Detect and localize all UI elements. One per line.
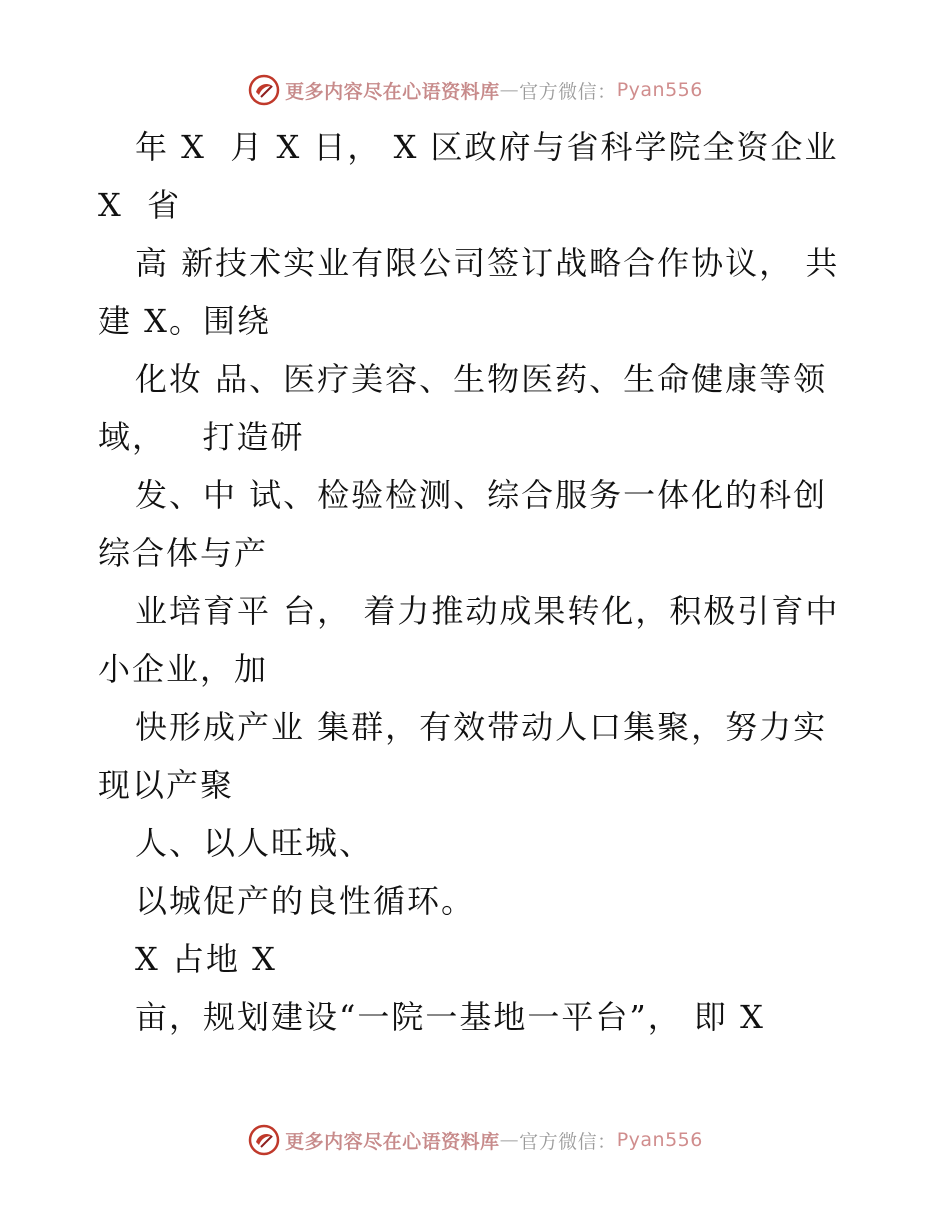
banner-separator: — — [499, 1129, 520, 1151]
banner-separator: — — [499, 79, 520, 101]
text-line: 建 X。围绕 — [98, 302, 271, 340]
text-line: 业培育平 台， 着力推动成果转化，积极引育中 — [135, 592, 840, 630]
banner-title: 更多内容尽在心语资料库 — [285, 1130, 500, 1153]
banner-wechat-label: 官方微信： — [519, 80, 617, 103]
text-line: 人、以人旺城、 — [135, 824, 374, 862]
text-line: 发、中 试、检验检测、综合服务一体化的科创 — [135, 476, 828, 514]
text-line: 以城促产的良性循环。 — [135, 882, 476, 920]
banner-wechat-label: 官方微信： — [519, 1130, 617, 1153]
text-line: 快形成产业 集群，有效带动人口集聚，努力实 — [135, 708, 828, 746]
text-line: 综合体与产 — [98, 534, 269, 572]
header-watermark-banner — [0, 70, 950, 110]
brand-logo-icon — [247, 1123, 281, 1157]
document-body — [98, 118, 858, 1046]
text-line: 高 新技术实业有限公司签订战略合作协议， 共 — [135, 244, 840, 282]
banner-wechat-id: Pyan556 — [616, 1129, 703, 1151]
text-line: 化妆 品、医疗美容、生物医药、生命健康等领 — [135, 360, 828, 398]
text-line: 小企业，加 — [98, 650, 269, 688]
text-line: X 占地 X — [135, 940, 277, 978]
text-line: 年 X 月 X 日， X 区政府与省科学院全资企业 — [135, 128, 839, 166]
text-line: 域， 打造研 — [98, 418, 305, 456]
brand-logo-icon — [247, 73, 281, 107]
text-line: X 省 — [98, 186, 182, 224]
footer-watermark-banner — [0, 1120, 950, 1160]
text-line: 亩，规划建设“一院一基地一平台”， 即 X — [135, 998, 765, 1036]
banner-title: 更多内容尽在心语资料库 — [285, 80, 500, 103]
text-line: 现以产聚 — [98, 766, 235, 804]
banner-wechat-id: Pyan556 — [616, 79, 703, 101]
